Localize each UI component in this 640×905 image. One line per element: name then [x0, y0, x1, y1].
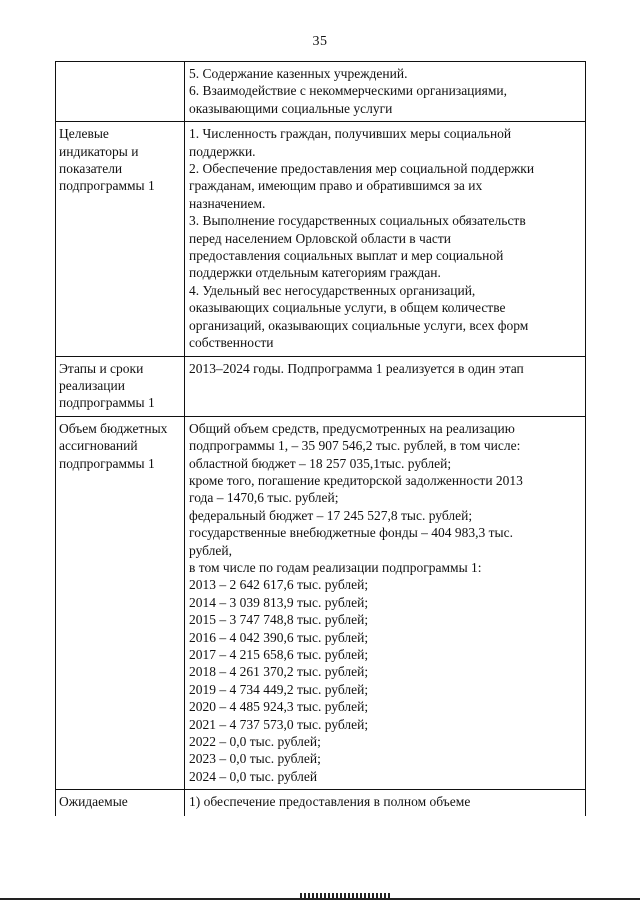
content-line: организаций, оказывающих социальные услуги, всех форм [189, 317, 529, 333]
table-row [56, 62, 586, 122]
table-row [56, 122, 586, 356]
table-row [56, 790, 586, 817]
page-number: 35 [312, 34, 328, 49]
label-line: подпрограммы 1 [59, 395, 155, 411]
content-line: гражданам, имеющим право и обратившимся за их [189, 178, 483, 194]
label-line: реализации [59, 377, 125, 393]
content-line: 3. Выполнение государственных социальных обязательств [189, 213, 526, 229]
row-label [56, 790, 185, 817]
content-line: поддержки. [189, 143, 256, 159]
content-line: в том числе по годам реализации подпрограммы 1: [189, 559, 482, 575]
label-line: подпрограммы 1 [59, 178, 155, 194]
row-content [185, 122, 586, 356]
content-line: федеральный бюджет – 17 245 527,8 тыс. рублей; [189, 507, 473, 523]
content-line: 2013 – 2 642 617,6 тыс. рублей; [189, 577, 369, 593]
content-line: назначением. [189, 195, 266, 211]
table-row [56, 356, 586, 416]
content-line: государственные внебюджетные фонды – 404 983,3 тыс. [189, 525, 513, 541]
row-content [185, 356, 586, 416]
content-line: 2023 – 0,0 тыс. рублей; [189, 751, 321, 767]
content-line: 2021 – 4 737 573,0 тыс. рублей; [189, 716, 369, 732]
row-label [56, 416, 185, 790]
row-content [185, 62, 586, 122]
content-line: года – 1470,6 тыс. рублей; [189, 490, 339, 506]
passport-table [55, 61, 586, 816]
row-label [56, 62, 185, 122]
content-line: поддержки отдельным категориям граждан. [189, 265, 441, 281]
label-line: Целевые [59, 126, 109, 142]
content-line: 1) обеспечение предоставления в полном объеме [189, 794, 471, 810]
content-line: 2015 – 3 747 748,8 тыс. рублей; [189, 612, 369, 628]
content-line: 6. Взаимодействие с некоммерческими организациями, [189, 83, 507, 99]
content-line: оказывающими социальные услуги [189, 100, 393, 116]
row-label [56, 356, 185, 416]
content-line: 5. Содержание казенных учреждений. [189, 66, 408, 81]
row-label [56, 122, 185, 356]
scan-artifact [300, 893, 390, 899]
row-content [185, 416, 586, 790]
content-line: 1. Численность граждан, получивших меры социальной [189, 126, 512, 142]
content-line: 2024 – 0,0 тыс. рублей [189, 768, 318, 784]
content-line: 4. Удельный вес негосударственных организаций, [189, 282, 476, 298]
content-line: 2018 – 4 261 370,2 тыс. рублей; [189, 664, 369, 680]
content-line: рублей, [189, 542, 233, 558]
table-row [56, 416, 586, 790]
content-line: 2017 – 4 215 658,6 тыс. рублей; [189, 647, 369, 662]
content-line: 2020 – 4 485 924,3 тыс. рублей; [189, 699, 369, 715]
content-line: 2019 – 4 734 449,2 тыс. рублей; [189, 681, 369, 697]
content-line: оказывающих социальные услуги, в общем количестве [189, 300, 506, 316]
content-line: 2016 – 4 042 390,6 тыс. рублей; [189, 629, 369, 645]
content-line: 2014 – 3 039 813,9 тыс. рублей; [189, 594, 369, 610]
label-line: Объем бюджетных [59, 420, 168, 436]
label-line: индикаторы и [59, 143, 139, 159]
label-line: показатели [59, 161, 123, 177]
label-line: ассигнований [59, 438, 138, 454]
content-line: Общий объем средств, предусмотренных на реализацию [189, 420, 515, 436]
content-line: собственности [189, 335, 274, 351]
label-line: подпрограммы 1 [59, 455, 155, 471]
content-line: предоставления социальных выплат и мер социальной [189, 248, 504, 264]
content-line: кроме того, погашение кредиторской задолженности 2013 [189, 472, 523, 488]
content-line: подпрограммы 1, – 35 907 546,2 тыс. рублей, в том числе: [189, 438, 521, 454]
content-line: 2013–2024 годы. Подпрограмма 1 реализуется в один этап [189, 360, 524, 376]
content-line: 2. Обеспечение предоставления мер социальной поддержки [189, 161, 535, 177]
content-line: 2022 – 0,0 тыс. рублей; [189, 734, 321, 750]
label-line: Этапы и сроки [59, 360, 144, 376]
row-content [185, 790, 586, 817]
content-line: перед населением Орловской области в части [189, 230, 451, 246]
content-line: областной бюджет – 18 257 035,1тыс. рублей; [189, 455, 452, 471]
label-line: Ожидаемые [59, 794, 128, 810]
